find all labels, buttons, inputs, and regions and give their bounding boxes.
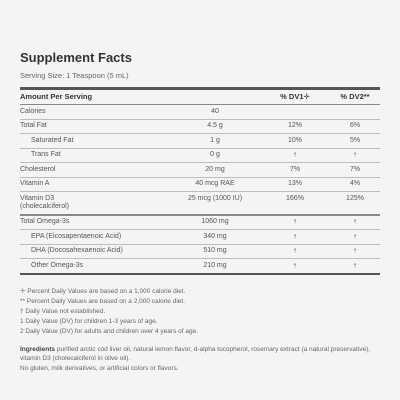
supplement-facts-panel — [20, 50, 380, 373]
row-amount: 20 mg — [205, 165, 225, 173]
row-amount: 25 mcg (1000 IU) — [187, 194, 243, 202]
table-row-vitamin-d3 — [20, 192, 380, 214]
header-dv2: % DV2** — [340, 92, 370, 101]
row-name: Total Fat — [20, 122, 47, 129]
table-row-total-fat — [20, 120, 380, 134]
row-amount: 1 g — [210, 136, 220, 144]
serving-size: Serving Size: 1 Teaspoon (5 mL) — [20, 71, 129, 80]
row-name: Vitamin A — [20, 180, 50, 187]
table-row-total-omega-3s — [20, 216, 380, 230]
row-amount: 0 g — [210, 151, 220, 158]
row-dv2: 6% — [349, 122, 361, 129]
row-dv2: † — [353, 233, 357, 240]
row-dv1: † — [293, 219, 297, 225]
row-name-sub: (cholecalciferol) — [20, 203, 70, 210]
table-header — [20, 90, 380, 104]
row-name — [20, 195, 170, 212]
row-amount: 340 mg — [203, 232, 227, 240]
table-row-epa — [20, 230, 380, 244]
row-amount: 1060 mg — [201, 218, 229, 225]
row-dv2: 7% — [349, 165, 361, 173]
ingredients-text — [20, 345, 380, 364]
row-name: EPA (Eicosapentaenoic Acid) — [31, 232, 122, 240]
row-amount: 40 mcg RAE — [195, 180, 235, 187]
row-dv2: † — [353, 262, 357, 269]
row-name: Total Omega-3s — [20, 218, 70, 225]
panel-title: Supplement Facts — [20, 50, 132, 65]
row-amount: 210 mg — [203, 261, 227, 269]
row-dv1: 13% — [287, 180, 302, 187]
row-dv1: 166% — [286, 194, 304, 202]
header-dv1: % DV1✛ — [280, 92, 310, 101]
row-name: Calories — [20, 107, 46, 115]
footnote: 1 Daily Value (DV) for children 1-3 years of age. — [20, 317, 158, 325]
footnote: ** Percent Daily Values are based on a 2,000 calorie diet. — [20, 297, 186, 305]
row-dv1: † — [293, 152, 297, 158]
free-from-statement: No gluten, milk derivatives, or artificial colors or flavors. — [20, 364, 179, 372]
row-name: Saturated Fat — [31, 136, 74, 144]
table-row-calories — [20, 105, 380, 119]
row-dv2: 125% — [346, 194, 364, 202]
footnote: ✛ Percent Daily Values are based on a 1,000 calorie diet. — [20, 287, 186, 295]
table-row-trans-fat — [20, 149, 380, 163]
row-dv2: † — [353, 152, 357, 158]
row-dv1: 7% — [289, 165, 301, 173]
ingredients-block — [20, 345, 380, 374]
ingredients-label: Ingredients — [20, 345, 56, 353]
footnote: † Daily Value not established. — [20, 307, 106, 315]
row-amount: 510 mg — [203, 247, 227, 254]
ingredients-list: purified arctic cod liver oil, natural lemon flavor, d-alpha tocopherol, rosemary extract (a natural preservative), vitamin D3 (cholecalciferol in olive oil). — [20, 345, 371, 362]
header-amount-per-serving: Amount Per Serving — [20, 92, 93, 101]
row-amount: 4.5 g — [207, 122, 223, 129]
row-dv2: † — [353, 248, 357, 254]
table-row-vitamin-a — [20, 178, 380, 192]
row-name: Other Omega-3s — [31, 261, 84, 269]
row-name-main: Vitamin D3 — [20, 194, 55, 202]
row-dv1: † — [293, 233, 297, 240]
row-dv1: 10% — [287, 136, 302, 144]
table-row-other-omega-3s — [20, 259, 380, 273]
row-name: Trans Fat — [31, 151, 61, 158]
row-dv2: 5% — [349, 136, 361, 144]
row-dv1: † — [293, 262, 297, 269]
table-row-saturated-fat — [20, 134, 380, 148]
row-dv1: † — [293, 248, 297, 254]
footnote: 2 Daily Value (DV) for adults and children over 4 years of age. — [20, 327, 198, 335]
row-amount: 40 — [211, 107, 219, 115]
divider — [20, 273, 380, 275]
table-row-dha — [20, 245, 380, 259]
footnotes — [20, 287, 380, 337]
row-dv2: 4% — [349, 180, 361, 187]
table-row-cholesterol — [20, 163, 380, 177]
row-name: Cholesterol — [20, 165, 56, 173]
row-dv2: † — [353, 219, 357, 225]
row-dv1: 12% — [287, 122, 302, 129]
row-name: DHA (Docosahexaenoic Acid) — [31, 247, 123, 254]
